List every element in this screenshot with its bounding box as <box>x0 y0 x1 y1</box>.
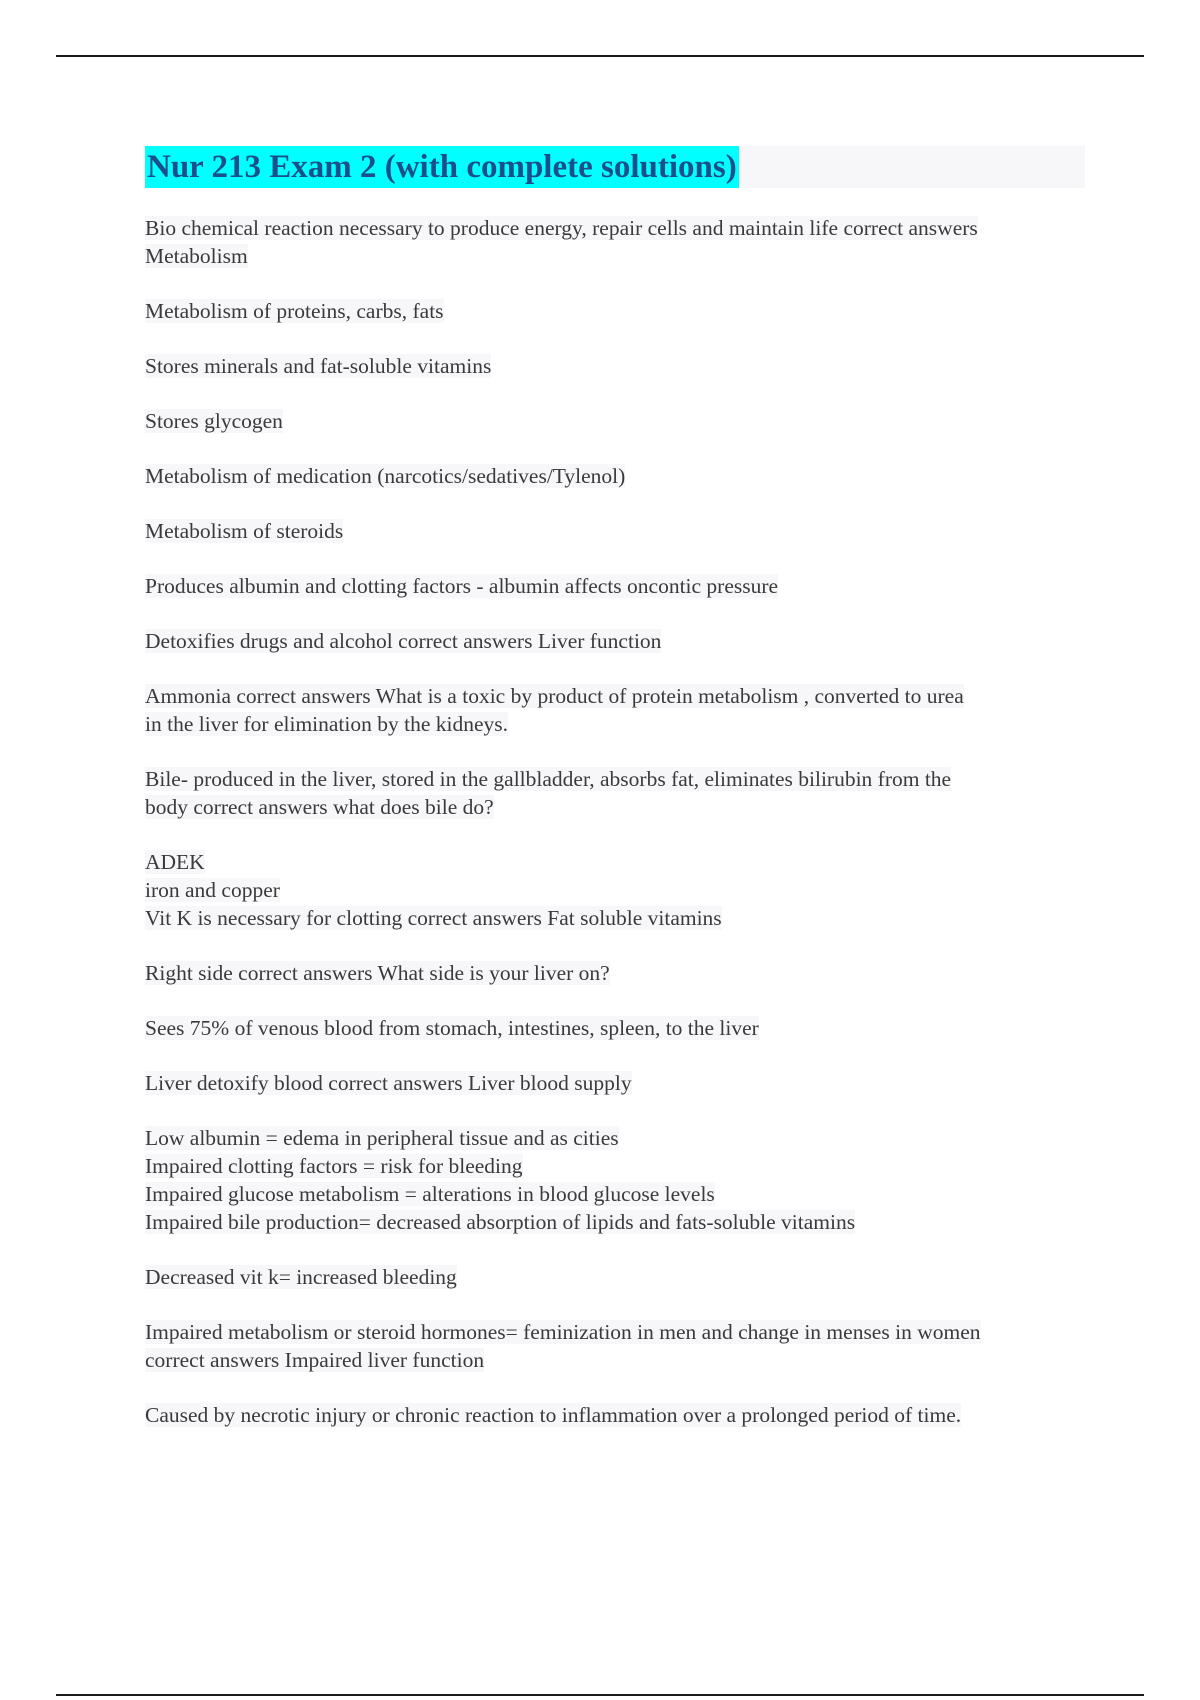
paragraph <box>145 848 1085 932</box>
paragraph <box>145 627 1085 655</box>
text-line <box>145 876 1085 904</box>
paragraph <box>145 1318 1085 1374</box>
text-line <box>145 710 1085 738</box>
text-line-content: Produces albumin and clotting factors - albumin affects oncontic pressure <box>145 574 779 598</box>
text-line-content: body correct answers what does bile do? <box>145 795 494 819</box>
text-line <box>145 765 1085 793</box>
text-line-content: Caused by necrotic injury or chronic reaction to inflammation over a prolonged period of time. <box>145 1403 962 1427</box>
text-line-content: Stores minerals and fat-soluble vitamins <box>145 354 492 378</box>
text-line-content: Impaired metabolism or steroid hormones= feminization in men and change in menses in women <box>145 1320 981 1344</box>
text-line-content: Vit K is necessary for clotting correct answers Fat soluble vitamins <box>145 906 722 930</box>
text-line <box>145 1401 1085 1429</box>
text-line-content: Bile- produced in the liver, stored in the gallbladder, absorbs fat, eliminates bilirubin from the <box>145 767 952 791</box>
paragraph-list <box>145 214 1085 1429</box>
paragraph <box>145 407 1085 435</box>
text-line-content: Bio chemical reaction necessary to produce energy, repair cells and maintain life correct answers <box>145 216 978 240</box>
text-line <box>145 214 1085 242</box>
paragraph <box>145 682 1085 738</box>
text-line <box>145 297 1085 325</box>
paragraph <box>145 1401 1085 1429</box>
paragraph <box>145 462 1085 490</box>
text-line <box>145 1014 1085 1042</box>
text-line <box>145 793 1085 821</box>
text-line <box>145 462 1085 490</box>
text-line <box>145 572 1085 600</box>
text-line-content: Sees 75% of venous blood from stomach, intestines, spleen, to the liver <box>145 1016 759 1040</box>
text-line-content: Decreased vit k= increased bleeding <box>145 1265 457 1289</box>
text-line-content: Liver detoxify blood correct answers Liver blood supply <box>145 1071 632 1095</box>
top-rule <box>56 55 1144 57</box>
text-line-content: correct answers Impaired liver function <box>145 1348 485 1372</box>
text-line <box>145 1124 1085 1152</box>
document-body <box>145 146 1085 1456</box>
text-line <box>145 242 1085 270</box>
text-line <box>145 1180 1085 1208</box>
text-line-content: Impaired glucose metabolism = alterations in blood glucose levels <box>145 1182 715 1206</box>
text-line-content: Low albumin = edema in peripheral tissue and as cities <box>145 1126 619 1150</box>
paragraph <box>145 1014 1085 1042</box>
text-line-content: Metabolism of medication (narcotics/sedatives/Tylenol) <box>145 464 626 488</box>
title-row <box>145 146 1085 188</box>
paragraph <box>145 572 1085 600</box>
text-line-content: in the liver for elimination by the kidneys. <box>145 712 509 736</box>
document-title: Nur 213 Exam 2 (with complete solutions) <box>145 146 739 188</box>
text-line <box>145 848 1085 876</box>
paragraph <box>145 1263 1085 1291</box>
text-line-content: Stores glycogen <box>145 409 283 433</box>
paragraph <box>145 765 1085 821</box>
text-line <box>145 407 1085 435</box>
text-line <box>145 352 1085 380</box>
text-line-content: Impaired bile production= decreased absorption of lipids and fats-soluble vitamins <box>145 1210 856 1234</box>
text-line-content: Metabolism of proteins, carbs, fats <box>145 299 444 323</box>
text-line-content: Impaired clotting factors = risk for bleeding <box>145 1154 523 1178</box>
text-line <box>145 1152 1085 1180</box>
text-line-content: Ammonia correct answers What is a toxic by product of protein metabolism , converted to urea <box>145 684 964 708</box>
text-line <box>145 959 1085 987</box>
paragraph <box>145 214 1085 270</box>
text-line <box>145 1069 1085 1097</box>
text-line-content: Metabolism <box>145 244 248 268</box>
text-line <box>145 517 1085 545</box>
text-line-content: iron and copper <box>145 878 280 902</box>
paragraph <box>145 1124 1085 1236</box>
paragraph <box>145 352 1085 380</box>
text-line-content: Metabolism of steroids <box>145 519 344 543</box>
paragraph <box>145 297 1085 325</box>
text-line-content: ADEK <box>145 850 205 874</box>
paragraph <box>145 959 1085 987</box>
text-line <box>145 682 1085 710</box>
text-line <box>145 627 1085 655</box>
bottom-rule <box>56 1694 1144 1696</box>
paragraph <box>145 517 1085 545</box>
text-line-content: Detoxifies drugs and alcohol correct answers Liver function <box>145 629 662 653</box>
paragraph <box>145 1069 1085 1097</box>
text-line <box>145 1318 1085 1346</box>
text-line <box>145 1208 1085 1236</box>
text-line <box>145 1263 1085 1291</box>
text-line-content: Right side correct answers What side is your liver on? <box>145 961 610 985</box>
text-line <box>145 1346 1085 1374</box>
text-line <box>145 904 1085 932</box>
